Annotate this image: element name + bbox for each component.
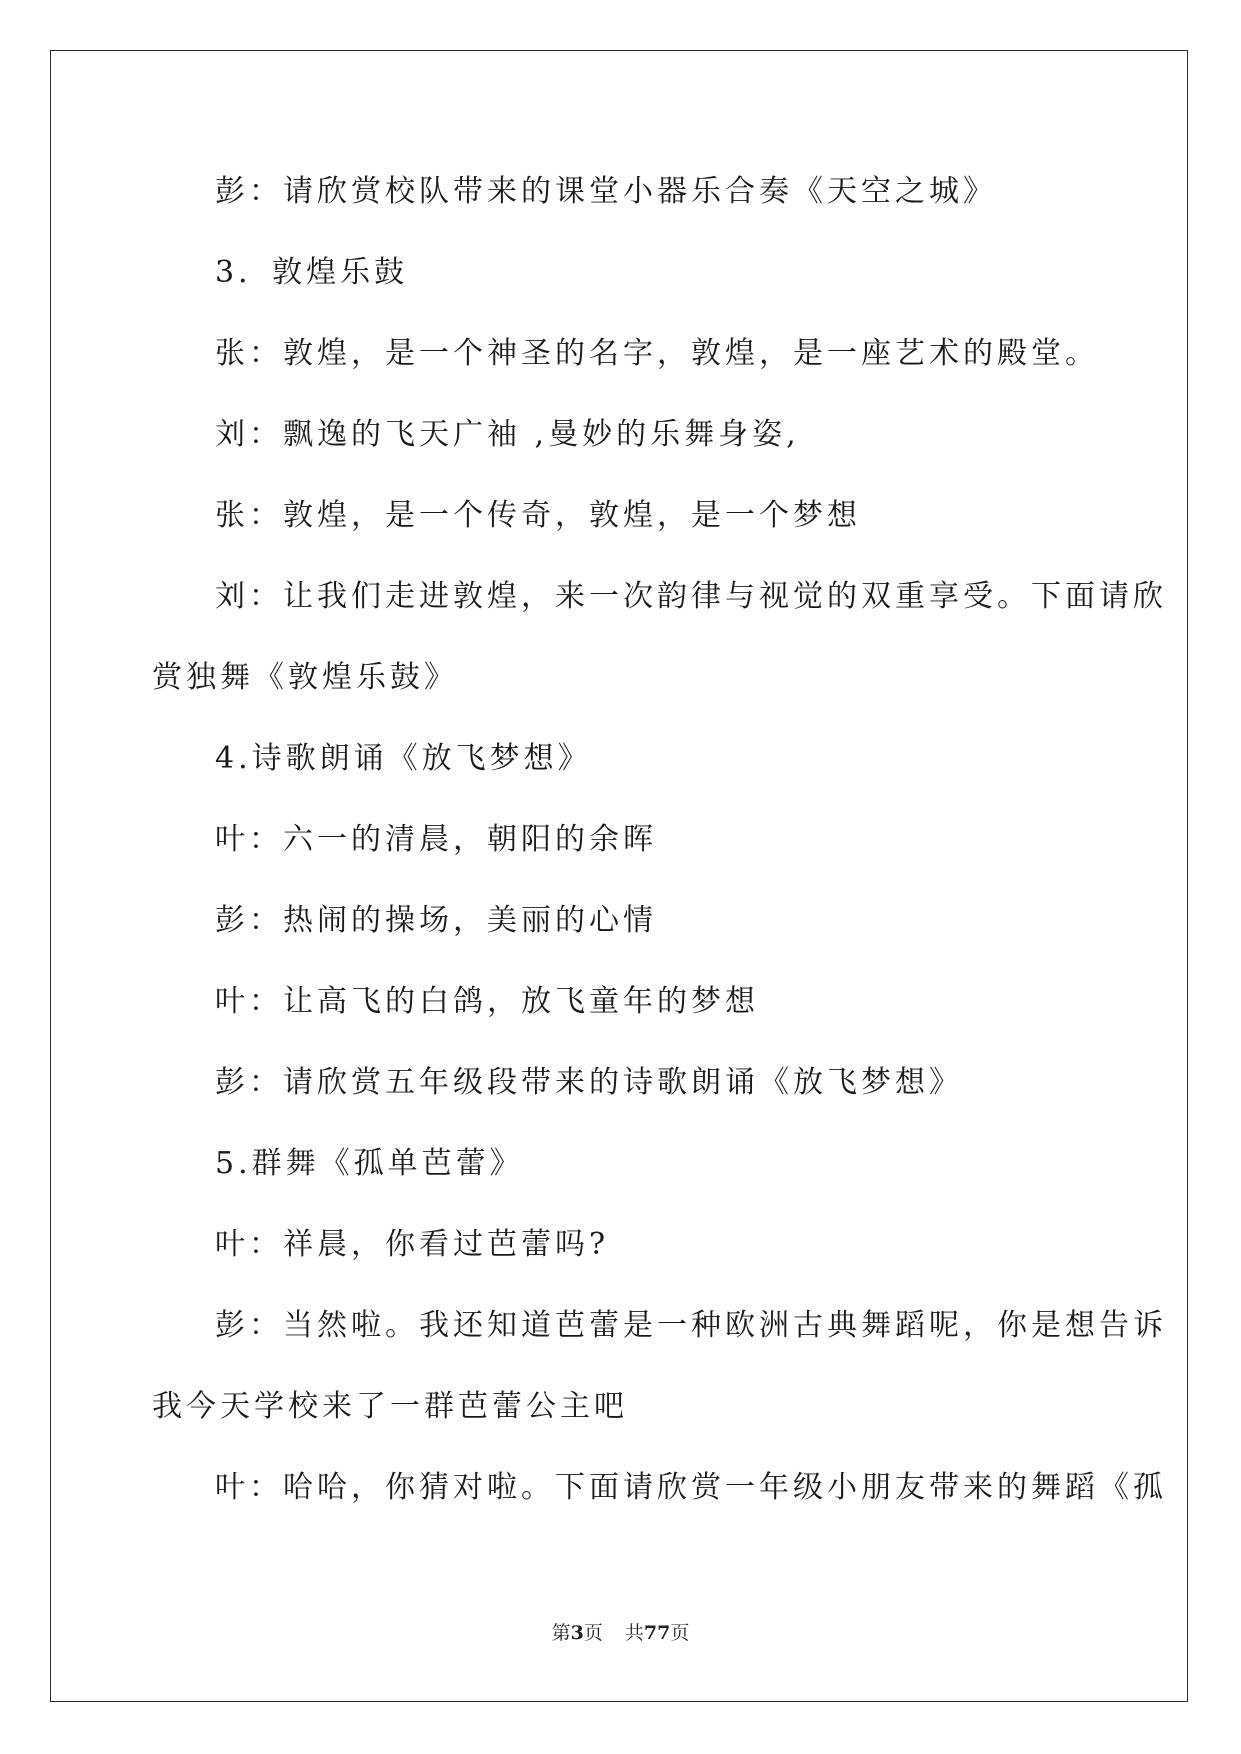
paragraph-line-continued: 我今天学校来了一群芭蕾公主吧 [152,1389,628,1424]
page-number: 3 [570,1622,584,1644]
section-heading: 5.群舞《孤单芭蕾》 [215,1146,524,1181]
section-heading: 4.诗歌朗诵《放飞梦想》 [215,741,592,776]
paragraph-line: 刘：飘逸的飞天广袖 ,曼妙的乐舞身姿, [215,417,800,452]
total-pages: 77 [643,1622,671,1644]
paragraph-line: 彭：请欣赏校队带来的课堂小器乐合奏《天空之城》 [215,174,997,209]
total-prefix: 共 [624,1622,644,1644]
paragraph-line: 彭：请欣赏五年级段带来的诗歌朗诵《放飞梦想》 [215,1065,963,1100]
paragraph-line: 叶：让高飞的白鸽，放飞童年的梦想 [215,984,759,1019]
paragraph-line: 刘：让我们走进敦煌，来一次韵律与视觉的双重享受。下面请欣 [215,579,1167,614]
total-suffix: 页 [670,1622,690,1644]
paragraph-line: 叶：哈哈，你猜对啦。下面请欣赏一年级小朋友带来的舞蹈《孤 [215,1470,1167,1505]
paragraph-line: 张：敦煌，是一个神圣的名字，敦煌，是一座艺术的殿堂。 [215,336,1099,371]
page-prefix: 第 [551,1622,571,1644]
page-footer [0,1621,1241,1645]
page-suffix: 页 [583,1622,603,1644]
section-heading: 3．敦煌乐鼓 [215,255,409,290]
paragraph-line-continued: 赏独舞《敦煌乐鼓》 [152,660,458,695]
paragraph-line: 张：敦煌，是一个传奇，敦煌，是一个梦想 [215,498,861,533]
paragraph-line: 彭：当然啦。我还知道芭蕾是一种欧洲古典舞蹈呢，你是想告诉 [215,1308,1167,1343]
paragraph-line: 叶：祥晨，你看过芭蕾吗? [215,1227,610,1262]
page-border [50,50,1188,1702]
paragraph-line: 彭：热闹的操场，美丽的心情 [215,903,657,938]
paragraph-line: 叶：六一的清晨，朝阳的余晖 [215,822,657,857]
